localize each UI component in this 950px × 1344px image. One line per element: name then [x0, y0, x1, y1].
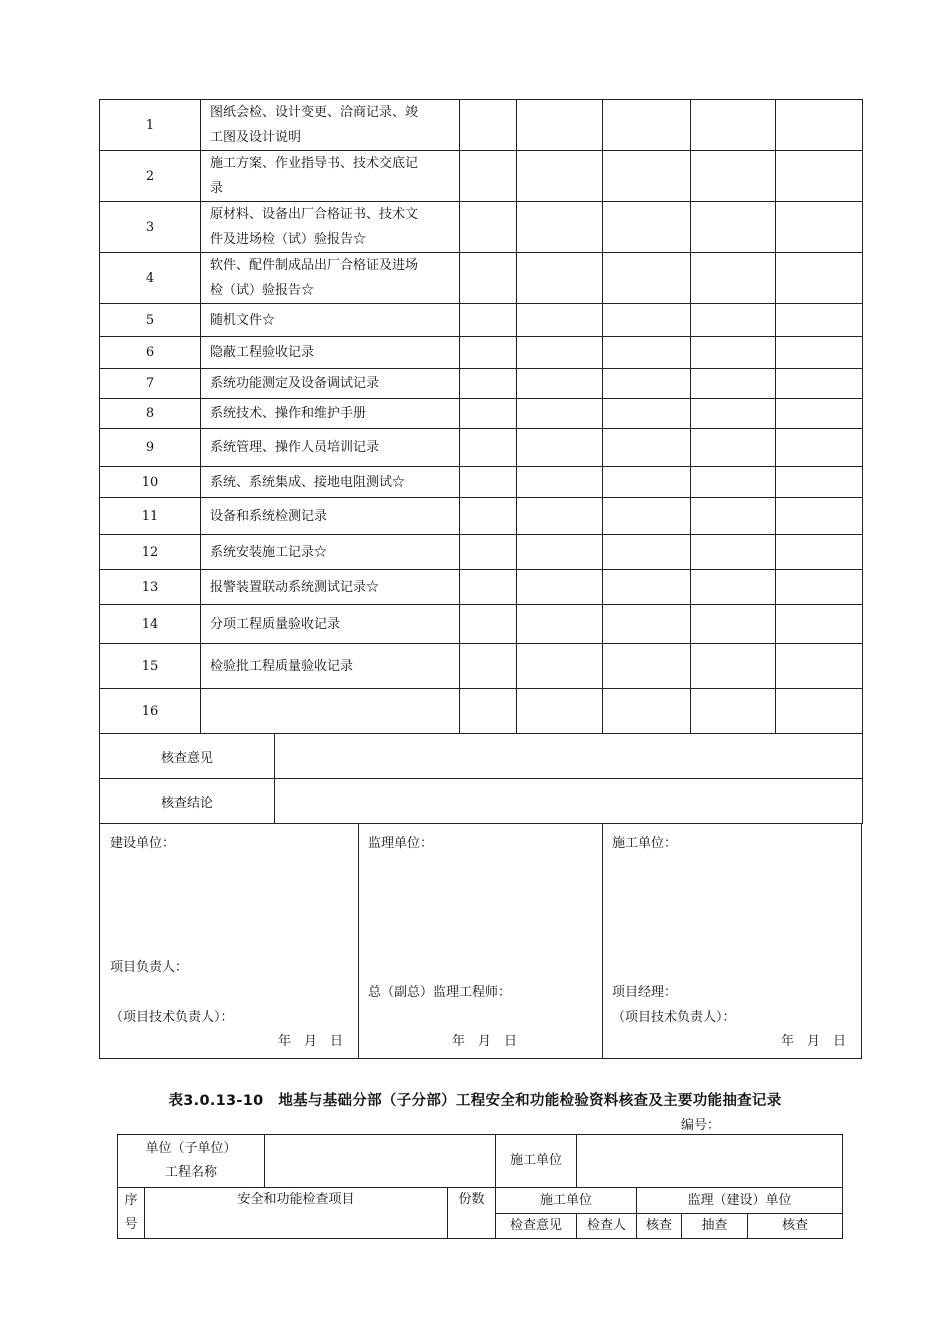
- tech-leader-label: （项目技术负责人）：: [110, 1010, 234, 1025]
- spot-check-header: 抽查: [682, 1214, 748, 1239]
- table-row: [100, 253, 863, 304]
- row-number: 9: [100, 429, 201, 467]
- date-label: 年 月 日: [278, 1034, 344, 1049]
- table-row: [100, 605, 863, 644]
- table-row: [100, 202, 863, 253]
- row-item: [201, 304, 460, 337]
- row-item: [201, 337, 460, 369]
- row-blank-cell: [691, 429, 776, 467]
- row-item-line: 系统、系统集成、接地电阻测试☆: [210, 474, 406, 490]
- row-item-line: 隐蔽工程验收记录: [210, 345, 315, 360]
- row-blank-cell: [603, 605, 691, 644]
- check-opinion-header: 检查意见: [496, 1214, 577, 1239]
- row-blank-cell: [776, 202, 863, 253]
- supervision-unit-cell: [359, 824, 603, 1058]
- row-item-line: 检（试）验报告☆: [210, 283, 315, 298]
- row-blank-cell: [460, 535, 517, 570]
- opinion-row: [100, 734, 863, 779]
- supervision-unit-label: 监理单位：: [368, 836, 434, 851]
- row-blank-cell: [460, 202, 517, 253]
- builder-group-header: 施工单位: [496, 1188, 637, 1214]
- row-blank-cell: [517, 151, 603, 202]
- row-blank-cell: [691, 467, 776, 498]
- project-leader-label: 项目负责人：: [110, 960, 189, 975]
- row-number: 6: [100, 337, 201, 369]
- seq-line1: 序: [124, 1193, 138, 1208]
- row-blank-cell: [603, 151, 691, 202]
- row-blank-cell: [517, 605, 603, 644]
- row-number: 13: [100, 570, 201, 605]
- date-label: 年 月 日: [452, 1034, 518, 1049]
- row-item: [201, 570, 460, 605]
- project-manager-label: 项目经理：: [612, 985, 678, 1000]
- row-blank-cell: [460, 498, 517, 535]
- row-blank-cell: [603, 570, 691, 605]
- verify-header: 核查: [637, 1214, 682, 1239]
- row-blank-cell: [517, 253, 603, 304]
- row-blank-cell: [776, 100, 863, 151]
- row-blank-cell: [460, 644, 517, 689]
- row-blank-cell: [517, 369, 603, 399]
- table-row: [100, 498, 863, 535]
- table-row: [100, 570, 863, 605]
- table-row: [100, 100, 863, 151]
- row-number: 3: [100, 202, 201, 253]
- opinion-label: 核查意见: [100, 734, 275, 778]
- row-item: [201, 202, 460, 253]
- row-item-line: 工图及设计说明: [210, 130, 302, 145]
- row-blank-cell: [517, 337, 603, 369]
- opinion-cell: [100, 734, 863, 779]
- row-blank-cell: [691, 253, 776, 304]
- conclusion-cell: [100, 779, 863, 824]
- checker-header: 检查人: [577, 1214, 637, 1239]
- row-item-line: 系统管理、操作人员培训记录: [210, 440, 380, 455]
- builder-unit-label: 施工单位：: [612, 836, 678, 851]
- row-blank-cell: [517, 429, 603, 467]
- table-row: [100, 151, 863, 202]
- row-blank-cell: [517, 304, 603, 337]
- signature-block: [99, 824, 862, 1059]
- row-blank-cell: [776, 151, 863, 202]
- row-blank-cell: [691, 100, 776, 151]
- row-blank-cell: [517, 644, 603, 689]
- row-blank-cell: [776, 369, 863, 399]
- construction-unit-cell: [100, 824, 359, 1058]
- row-blank-cell: [603, 689, 691, 734]
- verify-header-2: 核查: [748, 1214, 843, 1239]
- row-blank-cell: [460, 399, 517, 429]
- row-item: [201, 535, 460, 570]
- row-item: [201, 689, 460, 734]
- row-item-line: 录: [210, 181, 224, 196]
- row-blank-cell: [776, 337, 863, 369]
- row-blank-cell: [517, 535, 603, 570]
- row-item: [201, 467, 460, 498]
- row-number: 2: [100, 151, 201, 202]
- form-title: 表3.0.13-10 地基与基础分部（子分部）工程安全和功能检验资料核查及主要功能抽查记录: [168, 1093, 782, 1109]
- row-item-line: 件及进场检（试）验报告☆: [210, 232, 367, 247]
- row-blank-cell: [460, 337, 517, 369]
- row-blank-cell: [603, 369, 691, 399]
- row-blank-cell: [603, 467, 691, 498]
- row-number: 16: [100, 689, 201, 734]
- row-blank-cell: [517, 100, 603, 151]
- safety-check-table: [117, 1134, 843, 1239]
- row-blank-cell: [603, 304, 691, 337]
- chief-supervisor-label: 总（副总）监理工程师：: [368, 985, 512, 1000]
- seq-line2: 号: [124, 1217, 138, 1232]
- row-blank-cell: [691, 498, 776, 535]
- table-row: [100, 337, 863, 369]
- row-item-line: 设备和系统检测记录: [210, 508, 328, 524]
- row-blank-cell: [603, 535, 691, 570]
- row-item: [201, 429, 460, 467]
- row-blank-cell: [517, 399, 603, 429]
- row-blank-cell: [776, 535, 863, 570]
- row-blank-cell: [691, 535, 776, 570]
- row-blank-cell: [691, 151, 776, 202]
- row-number: 14: [100, 605, 201, 644]
- table-row: [100, 304, 863, 337]
- item-header: 安全和功能检查项目: [145, 1188, 448, 1239]
- unit-name-line2: 工程名称: [165, 1165, 218, 1180]
- tech-leader-label: （项目技术负责人）：: [612, 1010, 736, 1025]
- row-blank-cell: [603, 429, 691, 467]
- table-row: [100, 399, 863, 429]
- row-blank-cell: [776, 644, 863, 689]
- row-blank-cell: [603, 399, 691, 429]
- row-blank-cell: [603, 498, 691, 535]
- row-item: [201, 151, 460, 202]
- row-number: 5: [100, 304, 201, 337]
- row-blank-cell: [460, 100, 517, 151]
- row-item-line: 原材料、设备出厂合格证书、技术文: [210, 207, 419, 222]
- row-number: 8: [100, 399, 201, 429]
- row-blank-cell: [691, 337, 776, 369]
- row-item-line: 报警装置联动系统测试记录☆: [210, 579, 380, 595]
- date-label: 年 月 日: [781, 1034, 847, 1049]
- row-item: [201, 399, 460, 429]
- row-blank-cell: [776, 570, 863, 605]
- unit-name-label-cell: [118, 1135, 265, 1188]
- builder-value-cell: [577, 1135, 843, 1188]
- row-item: [201, 605, 460, 644]
- row-blank-cell: [460, 304, 517, 337]
- row-blank-cell: [460, 151, 517, 202]
- conclusion-label: 核查结论: [100, 779, 275, 823]
- row-number: 4: [100, 253, 201, 304]
- row-blank-cell: [691, 689, 776, 734]
- row-number: 10: [100, 467, 201, 498]
- seq-header: [118, 1188, 145, 1239]
- supervisor-group-header: 监理（建设）单位: [637, 1188, 843, 1214]
- row-item-line: 分项工程质量验收记录: [210, 616, 341, 632]
- conclusion-row: [100, 779, 863, 824]
- row-blank-cell: [776, 605, 863, 644]
- row-blank-cell: [776, 689, 863, 734]
- row-blank-cell: [460, 429, 517, 467]
- row-blank-cell: [776, 253, 863, 304]
- row-blank-cell: [460, 570, 517, 605]
- row-blank-cell: [603, 202, 691, 253]
- table-row: [100, 467, 863, 498]
- row-number: 1: [100, 100, 201, 151]
- row-item-line: 图纸会检、设计变更、洽商记录、竣: [210, 105, 419, 120]
- row-blank-cell: [603, 644, 691, 689]
- row-item: [201, 253, 460, 304]
- table-row: [100, 429, 863, 467]
- row-blank-cell: [776, 429, 863, 467]
- row-item: [201, 498, 460, 535]
- row-blank-cell: [776, 498, 863, 535]
- row-number: 12: [100, 535, 201, 570]
- row-item-line: 检验批工程质量验收记录: [210, 658, 354, 674]
- row-blank-cell: [517, 570, 603, 605]
- row-blank-cell: [517, 202, 603, 253]
- row-blank-cell: [691, 399, 776, 429]
- copies-header: 份数: [448, 1188, 496, 1239]
- row-item-line: 软件、配件制成品出厂合格证及进场: [210, 258, 419, 273]
- row-blank-cell: [691, 304, 776, 337]
- table-row: [100, 535, 863, 570]
- row-blank-cell: [517, 467, 603, 498]
- row-blank-cell: [776, 304, 863, 337]
- row-blank-cell: [460, 467, 517, 498]
- row-number: 7: [100, 369, 201, 399]
- row-blank-cell: [691, 369, 776, 399]
- conclusion-value: [275, 779, 862, 823]
- table-row: [100, 369, 863, 399]
- row-blank-cell: [691, 570, 776, 605]
- records-table: [99, 99, 863, 824]
- builder-unit-cell: [603, 824, 861, 1058]
- row-number: 11: [100, 498, 201, 535]
- row-number: 15: [100, 644, 201, 689]
- row-blank-cell: [460, 605, 517, 644]
- row-item-line: 系统功能测定及设备调试记录: [210, 376, 380, 391]
- table-row: [100, 689, 863, 734]
- row-blank-cell: [691, 644, 776, 689]
- row-blank-cell: [776, 399, 863, 429]
- row-blank-cell: [691, 202, 776, 253]
- row-blank-cell: [460, 369, 517, 399]
- row-item: [201, 644, 460, 689]
- table-row: [100, 644, 863, 689]
- unit-name-line1: 单位（子单位）: [145, 1141, 237, 1156]
- row-item-line: 系统技术、操作和维护手册: [210, 406, 367, 421]
- row-blank-cell: [517, 498, 603, 535]
- row-blank-cell: [691, 605, 776, 644]
- row-blank-cell: [460, 253, 517, 304]
- row-blank-cell: [776, 467, 863, 498]
- row-item-line: 施工方案、作业指导书、技术交底记: [210, 156, 419, 171]
- row-blank-cell: [460, 689, 517, 734]
- form-code-label: 编号：: [681, 1118, 721, 1133]
- row-item-line: 随机文件☆: [210, 312, 276, 328]
- opinion-value: [275, 734, 862, 778]
- construction-unit-label: 建设单位：: [110, 836, 176, 851]
- builder-label-cell: 施工单位: [496, 1135, 577, 1188]
- row-item-line: 系统安装施工记录☆: [210, 544, 328, 560]
- row-item: [201, 100, 460, 151]
- row-blank-cell: [603, 253, 691, 304]
- row-item: [201, 369, 460, 399]
- row-blank-cell: [603, 337, 691, 369]
- unit-name-value-cell: [265, 1135, 496, 1188]
- row-blank-cell: [517, 689, 603, 734]
- row-blank-cell: [603, 100, 691, 151]
